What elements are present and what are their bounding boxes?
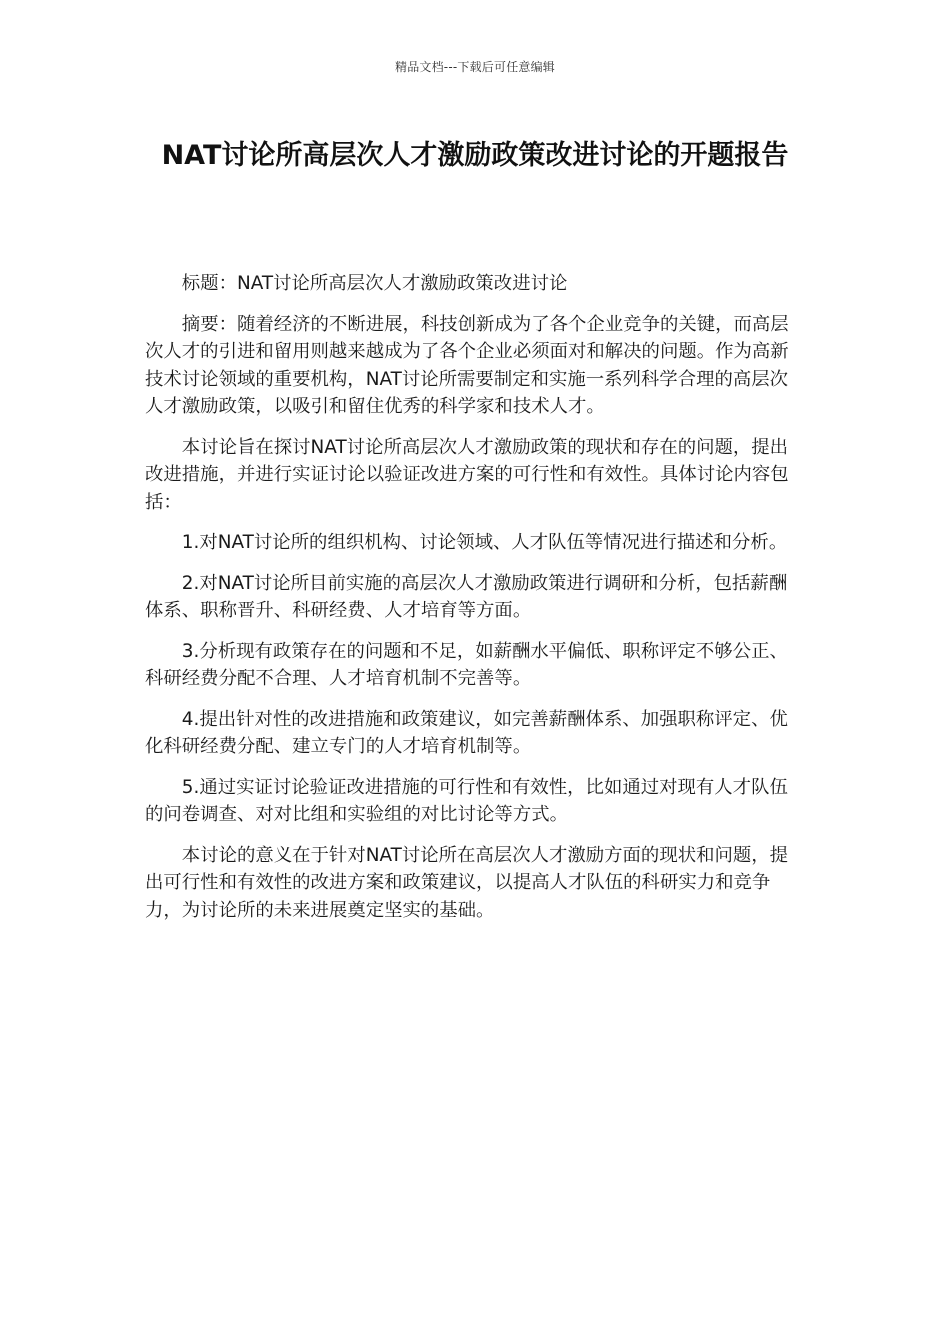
paragraph-purpose: 本讨论旨在探讨NAT讨论所高层次人才激励政策的现状和存在的问题，提出改进措施，并进行实证讨论以验证改进方案的可行性和有效性。具体讨论内容包括： [145,436,789,513]
paragraph-subject: 标题：NAT讨论所高层次人才激励政策改进讨论 [181,273,568,294]
paragraph-item-4: 4.提出针对性的改进措施和政策建议，如完善薪酬体系、加强职称评定、优化科研经费分配、建立专门的人才培育机制等。 [145,708,788,757]
document-title: NAT讨论所高层次人才激励政策改进讨论的开题报告 [161,140,789,171]
paragraph-item-1: 1.对NAT讨论所的组织机构、讨论领域、人才队伍等情况进行描述和分析。 [181,532,788,553]
paragraph-abstract: 摘要：随着经济的不断进展，科技创新成为了各个企业竞争的关键，而高层次人才的引进和留用则越来越成为了各个企业必须面对和解决的问题。作为高新技术讨论领域的重要机构，NAT讨论所需要制定和实施一系列科学合理的高层次人才激励政策，以吸引和留住优秀的科学家和技术人才。 [145,313,789,417]
paragraph-item-2: 2.对NAT讨论所目前实施的高层次人才激励政策进行调研和分析，包括薪酬体系、职称晋升、科研经费、人才培育等方面。 [145,572,788,621]
document-body [145,270,805,937]
paragraph-item-5: 5.通过实证讨论验证改进措施的可行性和有效性，比如通过对现有人才队伍的问卷调查、对对比组和实验组的对比讨论等方式。 [145,776,788,825]
paragraph-significance: 本讨论的意义在于针对NAT讨论所在高层次人才激励方面的现状和问题，提出可行性和有效性的改进方案和政策建议，以提高人才队伍的科研实力和竞争力，为讨论所的未来进展奠定坚实的基础。 [145,844,789,921]
header-note: 精品文档---下载后可任意编辑 [395,60,555,74]
paragraph-item-3: 3.分析现有政策存在的问题和不足，如薪酬水平偏低、职称评定不够公正、科研经费分配不合理、人才培育机制不完善等。 [145,640,788,689]
